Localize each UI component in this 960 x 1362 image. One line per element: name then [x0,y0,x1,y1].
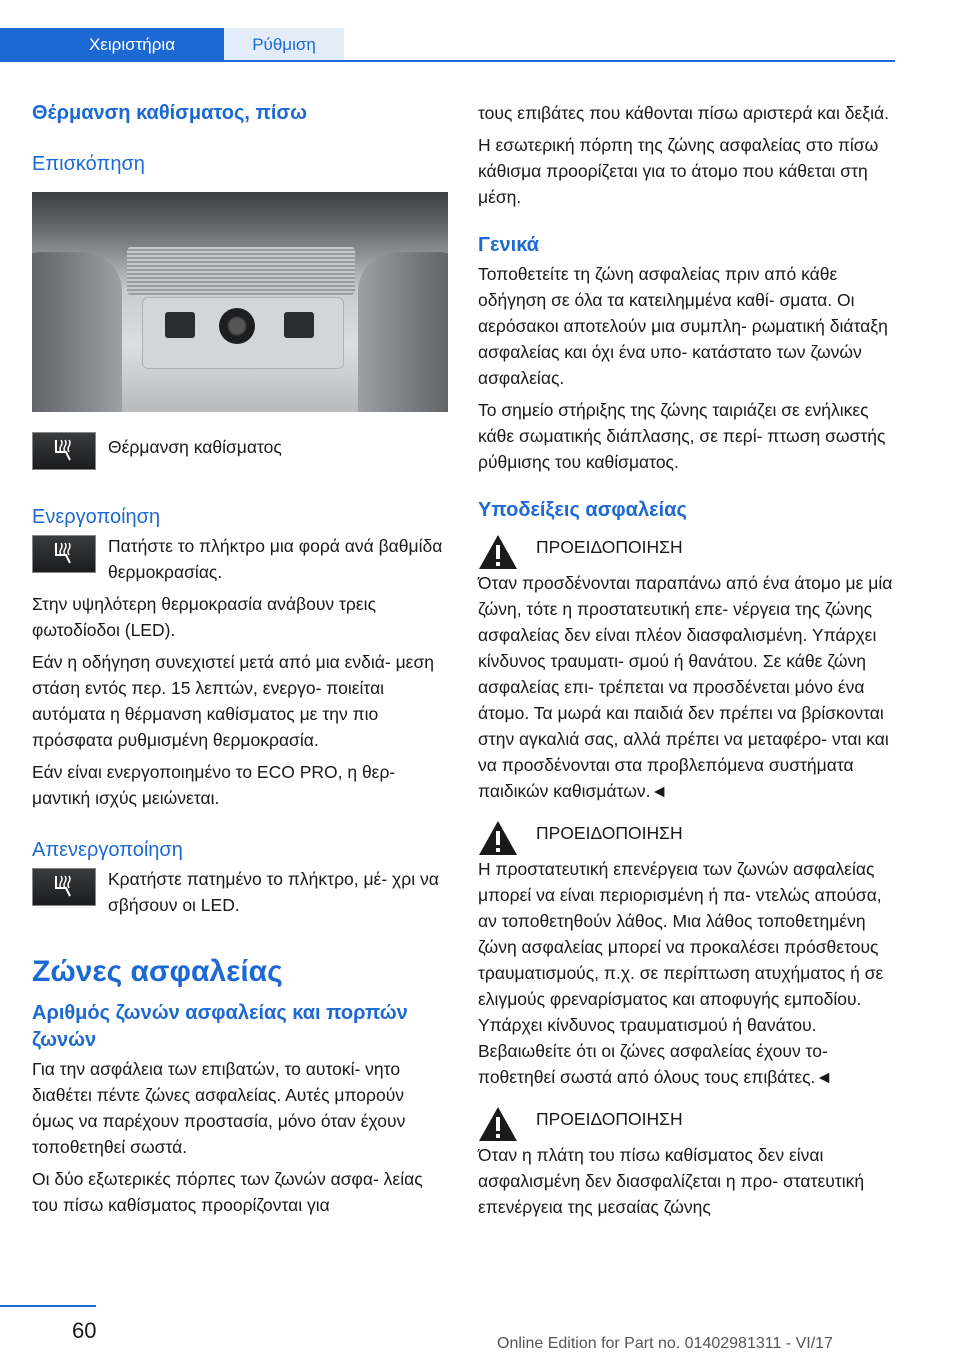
paragraph: Οι δύο εξωτερικές πόρπες των ζωνών ασφα- λείας του πίσω καθίσματος προορίζονται για [32,1169,423,1215]
warning-triangle-icon [478,1106,518,1142]
seat-heating-icon [32,432,96,470]
header-divider [0,60,895,62]
paragraph: Το σημείο στήριξης της ζώνης ταιριάζει σε ενήλικες κάθε σωματικής διάπλασης, σε περί- πτωση σωστής ρύθμισης του καθίσματος. [478,400,886,472]
deactivation-text: Κρατήστε πατημένο το πλήκτρο, μέ- χρι να σβήσουν οι LED. [108,869,439,915]
footer-divider [0,1305,96,1307]
paragraph: Τοποθετείτε τη ζώνη ασφαλείας πριν από κάθε οδήγηση σε όλα τα κατειλημμένα καθί- σματα. Οι αερόσακοι αποτελούν μια συμπλη- ρωματική διάταξη ασφαλείας και όχι ένα υπο- κατάστατο των ζωνών ασφαλείας. [478,264,888,388]
section-title: Ζώνες ασφαλείας [32,955,283,988]
icon-caption: Θέρμανση καθίσματος [108,437,282,457]
general-heading: Γενικά [478,234,539,256]
overview-heading: Επισκόπηση [32,153,145,175]
page-number: 60 [72,1318,97,1343]
deactivation-heading: Απενεργοποίηση [32,839,183,861]
rear-console-photo [32,192,448,412]
paragraph: Για την ασφάλεια των επιβατών, το αυτοκί- νητο διαθέτει πέντε ζώνες ασφαλείας. Αυτές μπορούν όμως να παρέχουν προστασία, μόνο όταν έχουν τοποθετηθεί σωστά. [32,1059,406,1157]
warning-text: Όταν η πλάτη του πίσω καθίσματος δεν είναι ασφαλισμένη δεν διασφαλίζεται η προ- στατευτική επενέργεια της μεσαίας ζώνης [478,1145,865,1217]
paragraph: Η εσωτερική πόρπη της ζώνης ασφαλείας στο πίσω κάθισμα προορίζεται για το άτομο που κάθεται στη μέση. [478,135,879,207]
paragraph: Εάν είναι ενεργοποιημένο το ECO PRO, η θερ- μαντική ισχύς μειώνεται. [32,762,396,808]
activation-text: Πατήστε το πλήκτρο μια φορά ανά βαθμίδα θερμοκρασίας. [108,536,443,582]
edition-footer: Online Edition for Part no. 01402981311 - VI/17 [497,1335,833,1352]
left-column [32,100,450,1218]
seat-heating-icon [32,868,96,906]
tab-controls[interactable]: Χειριστήρια [0,28,224,62]
warning-label: ΠΡΟΕΙΔΟΠΟΙΗΣΗ [536,823,683,843]
page-title: Θέρμανση καθίσματος, πίσω [32,102,307,124]
top-navigation [0,0,895,62]
warning-label: ΠΡΟΕΙΔΟΠΟΙΗΣΗ [536,1109,683,1129]
seat-heating-icon [32,535,96,573]
activation-heading: Ενεργοποίηση [32,506,161,528]
warning-block [478,820,898,1090]
warning-text: Όταν προσδένονται παραπάνω από ένα άτομο με μία ζώνη, τότε η προστατευτική επε- νέργεια της ζώνης ασφαλείας δεν είναι πλέον διασφαλισμένη. Υπάρχει κίνδυνος τραυματι- σμού ή θανάτου. Σε κάθε ζώνη ασφαλείας επι- τρέπεται να προσδένεται μόνο ένα άτομο. Τα μωρά και παιδιά δεν πρέπει να βρίσκονται στην αγκαλιά σας, αλλά πρέπει να μεταφέρο- νται και να προσδένονται στα προβλεπόμενα συστήματα παιδικών καθισμάτων.◄ [478,573,893,801]
warning-triangle-icon [478,534,518,570]
paragraph: Στην υψηλότερη θερμοκρασία ανάβουν τρεις φωτοδίοδοι (LED). [32,594,377,640]
safety-heading: Υποδείξεις ασφαλείας [478,499,687,521]
tab-settings[interactable]: Ρύθμιση [224,28,344,62]
warning-label: ΠΡΟΕΙΔΟΠΟΙΗΣΗ [536,537,683,557]
paragraph: Εάν η οδήγηση συνεχιστεί μετά από μια ενδιά- μεση στάση εντός περ. 15 λεπτών, ενεργο- ποιείται αυτόματα η θέρμανση καθίσματος με την πιο πρόσφατα ρυθμισμένη θερμοκρασία. [32,652,435,750]
paragraph: τους επιβάτες που κάθονται πίσω αριστερά και δεξιά. [478,103,889,123]
warning-block [478,534,898,804]
warning-triangle-icon [478,820,518,856]
warning-block [478,1106,898,1220]
warning-text: Η προστατευτική επενέργεια των ζωνών ασφαλείας μπορεί να είναι περιορισμένη ή πα- ντελώς απούσα, αν τοποθετηθούν λάθος. Μια λάθος τοποθετημένη ζώνη ασφαλείας μπορεί να προκαλέσει πρόσθετους τραυματισμούς, π.χ. σε περίπτωση ατυχήματος ή σε ελιγμούς φρεναρίσματος και αποφυγής εμποδίου. Υπάρχει κίνδυνος τραυματισμού ή θανάτου. Βεβαιωθείτε ότι οι ζώνες ασφαλείας έχουν το- ποθετηθεί σωστά από όλους τους επιβάτες.◄ [478,859,884,1087]
right-column [478,100,898,1220]
subsection-title: Αριθμός ζωνών ασφαλείας και πορπών ζωνών [32,1002,408,1051]
